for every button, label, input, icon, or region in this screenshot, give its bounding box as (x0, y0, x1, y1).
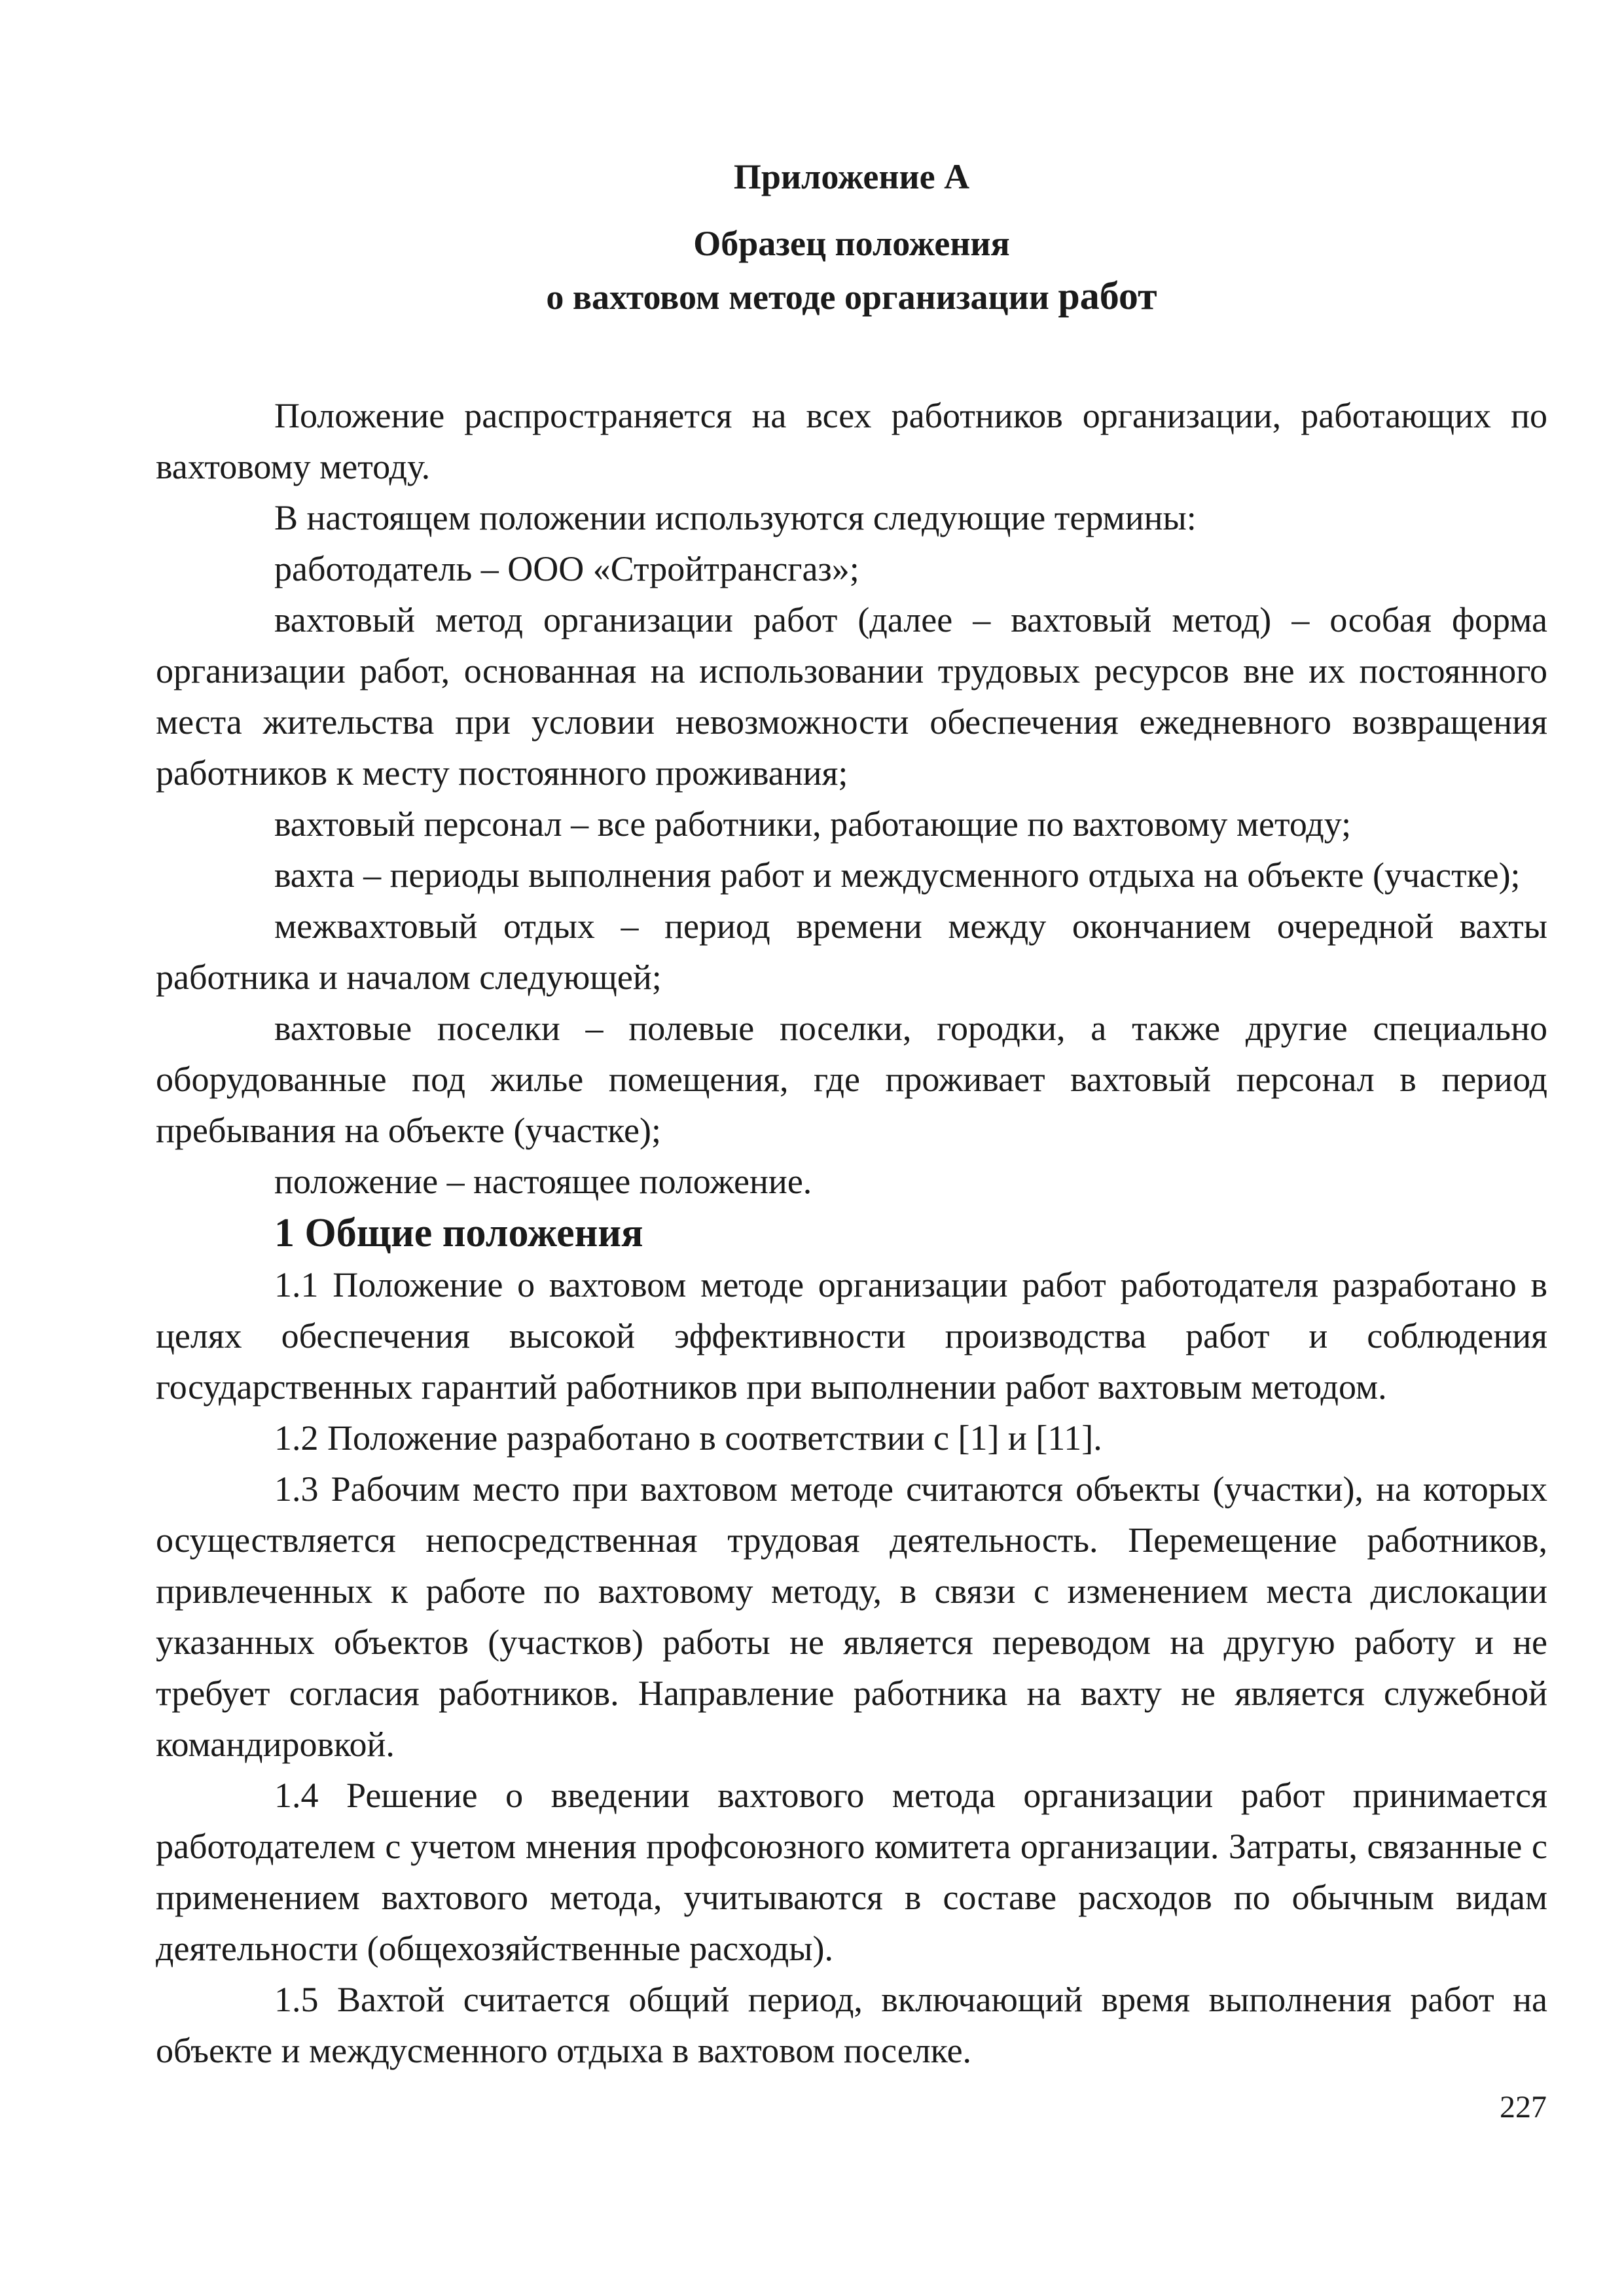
term-definition: межвахтовый отдых – период времени между окончанием очередной вахты работника и началом следующей; (156, 906, 1547, 997)
appendix-label: Приложение А (733, 157, 970, 196)
section-heading: 1 Общие положения (274, 1211, 643, 1255)
clause-paragraph: 1.3 Рабочим место при вахтовом методе считаются объекты (участки), на которых осуществляется непосредственная трудовая деятельность. Перемещение работников, привлеченных к работе по вахтовому методу, в связи с изменением места дислокации указанных объектов (участков) работы не является переводом на другую работу и не требует согласия работников. Направление работника на вахту не является служебной командировкой. (156, 1469, 1547, 1764)
section-1-body (156, 1259, 1547, 2076)
term-definition: вахтовые поселки – полевые поселки, городки, а также другие специально оборудованные под жилье помещения, где проживает вахтовый персонал в период пребывания на объекте (участке); (156, 1009, 1547, 1150)
term-definition: вахтовый персонал – все работники, работающие по вахтовому методу; (274, 804, 1352, 844)
term-definition: положение – настоящее положение. (274, 1162, 812, 1201)
page-number: 227 (1500, 2090, 1547, 2125)
clause-paragraph: 1.4 Решение о введении вахтового метода организации работ принимается работодателем с учетом мнения профсоюзного комитета организации. Затраты, связанные с применением вахтового метода, учитываются в составе расходов по обычным видам деятельности (общехозяйственные расходы). (156, 1776, 1547, 1968)
term-definition: вахта – периоды выполнения работ и междусменного отдыха на объекте (участке); (274, 855, 1521, 895)
clause-paragraph: 1.1 Положение о вахтовом методе организации работ работодателя разработано в целях обеспечения высокой эффективности производства работ и соблюдения государственных гарантий работников при выполнении работ вахтовым методом. (156, 1265, 1547, 1407)
clause-paragraph: 1.5 Вахтой считается общий период, включающий время выполнения работ на объекте и междусменного отдыха в вахтовом поселке. (156, 1980, 1547, 2070)
document-title-line2-text: о вахтовом методе организации (546, 278, 1058, 317)
clause-paragraph: 1.2 Положение разработано в соответствии с [1] и [11]. (274, 1418, 1102, 1458)
intro-paragraph: В настоящем положении используются следующие термины: (274, 498, 1197, 537)
intro-paragraph: Положение распространяется на всех работников организации, работающих по вахтовому методу. (156, 396, 1547, 486)
document-title-line1: Образец положения (693, 224, 1010, 263)
intro-section (156, 390, 1547, 1207)
document-title-line2-emphasis: работ (1058, 274, 1157, 317)
term-definition: работодатель – ООО «Стройтрансгаз»; (274, 549, 859, 588)
term-definition: вахтовый метод организации работ (далее – вахтовый метод) – особая форма организации работ, основанная на использовании трудовых ресурсов вне их постоянного места жительства при условии невозможности обеспечения ежедневного возвращения работников к месту постоянного проживания; (156, 600, 1547, 793)
document-page (156, 151, 1547, 2076)
document-title-line2 (156, 270, 1547, 323)
